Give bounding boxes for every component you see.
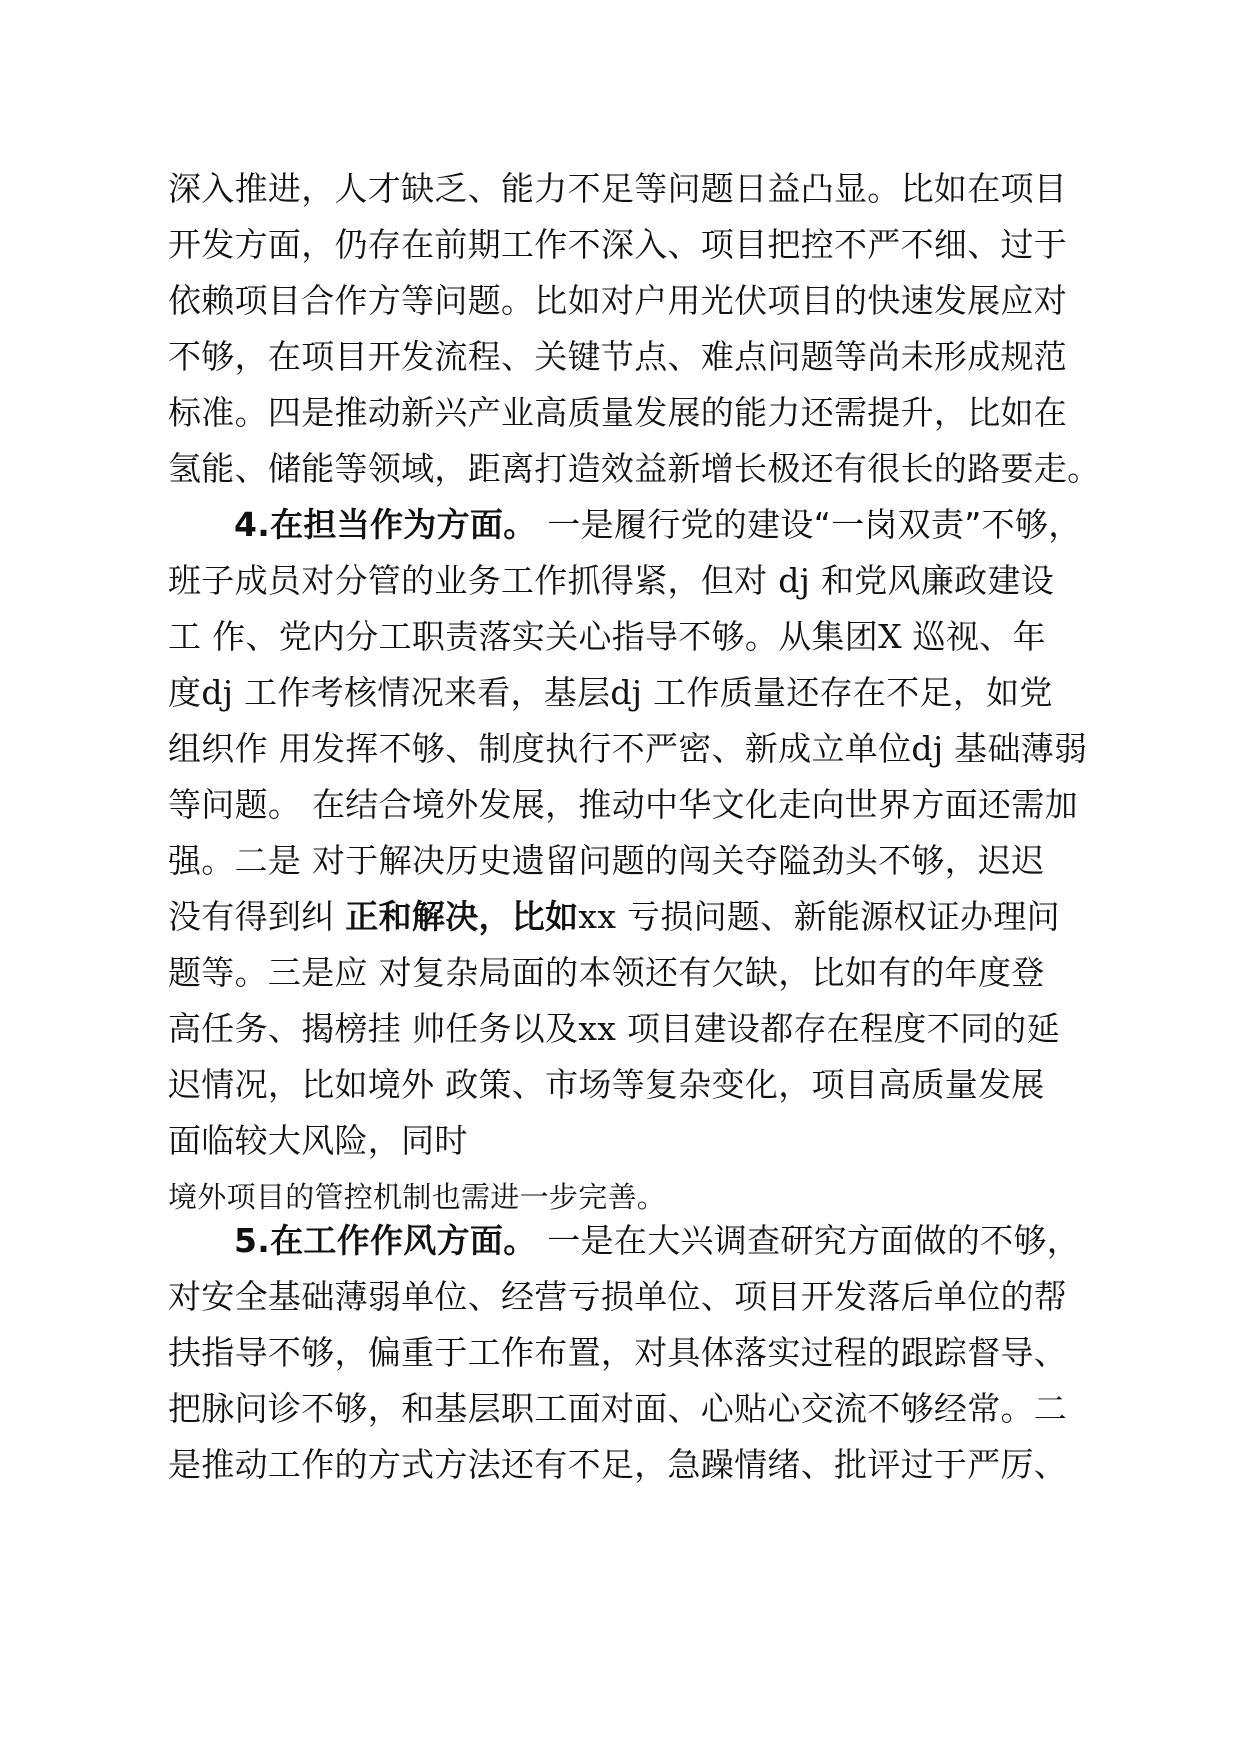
section-4-heading: 4.在担当作为方面。 (234, 505, 537, 544)
text-line: 面临较大风险，同时 (168, 1121, 468, 1160)
text-segment: dj (201, 673, 234, 712)
section-4-paragraph (168, 497, 1088, 1225)
text-segment: xx (578, 1009, 617, 1048)
text-line: 标准。四是推动新兴产业高质量发展的能力还需提升，比如在 (168, 393, 1068, 432)
text-segment: 没有得到纠 (168, 897, 346, 936)
text-segment: xx (578, 897, 617, 936)
text-segment: 和党风廉政建设 (810, 561, 1055, 600)
text-line: 深入推进，人才缺乏、能力不足等问题日益凸显。比如在项目 (168, 169, 1068, 208)
text-segment: 一是履行党的建设“一岗双责”不够， (536, 505, 1082, 544)
text-line: 是推动工作的方式方法还有不足，急躁情绪、批评过于严厉、 (168, 1445, 1068, 1484)
section-4-first-line (168, 497, 1082, 553)
text-line (168, 609, 1078, 665)
text-line: 强。二是 对于解决历史遗留问题的闯关夺隘劲头不够，迟迟 (168, 841, 1045, 880)
text-line: 依赖项目合作方等问题。比如对户用光伏项目的快速发展应对 (168, 281, 1068, 320)
text-segment: 一是在大兴调查研究方面做的不够， (536, 1221, 1081, 1260)
section-5-first-line (168, 1213, 1081, 1269)
paragraph-continued (168, 161, 1101, 497)
text-segment: 班子成员对分管的业务工作抓得紧，但对 (168, 561, 779, 600)
text-line (168, 889, 1078, 945)
text-line: 把脉问诊不够，和基层职工面对面、心贴心交流不够经常。二 (168, 1389, 1068, 1428)
text-segment: dj (778, 561, 811, 600)
text-segment: X (878, 617, 902, 656)
text-line (168, 1001, 1078, 1057)
text-line: 题等。三是应 对复杂局面的本领还有欠缺，比如有的年度登 (168, 953, 1045, 992)
text-segment: 度 (168, 673, 202, 712)
text-segment: 工作考核情况来看，基层 (233, 673, 611, 712)
text-segment: 基础薄弱 (943, 729, 1088, 768)
text-segment: 巡视、年 (901, 617, 1046, 656)
section-5-heading: 5.在工作作风方面。 (234, 1221, 537, 1260)
text-line: 迟情况，比如境外 政策、市场等复杂变化，项目高质量发展 (168, 1065, 1045, 1104)
text-segment: 项目建设都存在程度不同的延 (616, 1009, 1060, 1048)
text-line: 对安全基础薄弱单位、经营亏损单位、项目开发落后单位的帮 (168, 1277, 1068, 1316)
text-segment: 工作质量还存在不足，如党 (642, 673, 1053, 712)
text-line (168, 665, 1078, 721)
text-segment: dj (610, 673, 643, 712)
text-segment: dj (911, 729, 944, 768)
text-line (168, 721, 1088, 777)
text-line (168, 553, 1078, 609)
text-segment: 组织作 用发挥不够、制度执行不严密、新成立单位 (168, 729, 912, 768)
text-segment: 工 作、党内分工职责落实关心指导不够。从集团 (168, 617, 879, 656)
text-line: 开发方面，仍存在前期工作不深入、项目把控不严不细、过于 (168, 225, 1068, 264)
text-segment: 正和解决，比如 (345, 897, 579, 936)
text-line: 等问题。 在结合境外发展，推动中华文化走向世界方面还需加 (168, 785, 1078, 824)
text-line: 境外项目的管控机制也需进一步完善。 (168, 1180, 667, 1214)
text-segment: 亏损问题、新能源权证办理问 (616, 897, 1060, 936)
section-5-paragraph (168, 1213, 1081, 1493)
text-line: 扶指导不够，偏重于工作布置，对具体落实过程的跟踪督导、 (168, 1333, 1068, 1372)
text-line: 氢能、储能等领域，距离打造效益新增长极还有很长的路要走。 (168, 449, 1101, 488)
text-line: 不够，在项目开发流程、关键节点、难点问题等尚未形成规范 (168, 337, 1068, 376)
text-segment: 高任务、揭榜挂 帅任务以及 (168, 1009, 579, 1048)
